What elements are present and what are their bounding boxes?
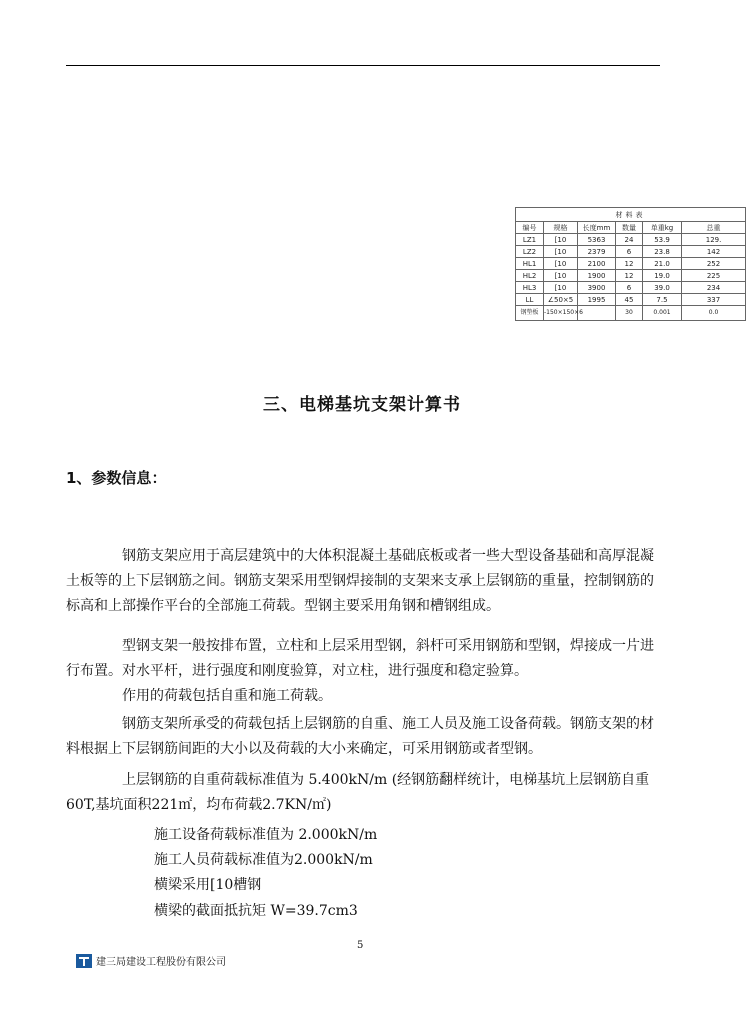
table-header: 规格 [544,222,578,234]
table-header-row [516,222,746,234]
table-row [516,306,746,321]
table-cell: [10 [544,282,578,294]
table-cell: 23.8 [643,246,682,258]
sub-title: 1、参数信息： [66,469,167,487]
table-header: 单重kg [643,222,682,234]
table-cell: -150×150×6 [544,306,578,321]
paragraph-4: 钢筋支架所承受的荷载包括上层钢筋的自重、施工人员及施工设备荷载。钢筋支架的材料根据上下层钢筋间距的大小以及荷载的大小来确定，可采用钢筋或者型钢。 [66,716,654,757]
table-cell: 30 [616,306,643,321]
table-row [516,234,746,246]
table-cell: 1900 [578,270,616,282]
table-row [516,270,746,282]
table-cell: 0.001 [643,306,682,321]
table-cell: HL2 [516,270,544,282]
table-cell: 3900 [578,282,616,294]
table-cell: LZ1 [516,234,544,246]
table-row [516,258,746,270]
table-cell: 1995 [578,294,616,306]
table-header: 数量 [616,222,643,234]
line-section-modulus: 横梁的截面抵抗矩 W=39.7cm3 [154,903,358,919]
line-beam-type: 横梁采用[10槽钢 [154,877,262,893]
table-cell: 53.9 [643,234,682,246]
page-number: 5 [357,940,364,951]
header-rule [66,65,660,66]
paragraph-3: 作用的荷载包括自重和施工荷载。 [122,688,332,704]
section-title: 三、电梯基坑支架计算书 [263,395,461,415]
paragraph-5: 上层钢筋的自重荷载标准值为 5.400kN/m (经钢筋翻样统计，电梯基坑上层钢筋自重60T,基坑面积221㎡，均布荷载2.7KN/㎡) [66,772,650,813]
line-worker-load: 施工人员荷载标准值为2.000kN/m [154,852,373,868]
table-cell: 12 [616,258,643,270]
table-cell: 142 [682,246,746,258]
table-cell: ∠50×5 [544,294,578,306]
table-cell: 0.0 [682,306,746,321]
table-cell: [10 [544,258,578,270]
table-row [516,246,746,258]
table-cell: 7.5 [643,294,682,306]
table-cell: 129. [682,234,746,246]
table-cell: 337 [682,294,746,306]
table-cell: 2100 [578,258,616,270]
table-cell: [10 [544,246,578,258]
table-cell: 2379 [578,246,616,258]
table-cell: 钢垫板 [516,306,544,321]
table-cell: [10 [544,234,578,246]
footer [76,953,226,968]
table-cell: 234 [682,282,746,294]
table-cell [578,306,616,321]
table-header: 长度mm [578,222,616,234]
paragraph-2: 型钢支架一般按排布置，立柱和上层采用型钢，斜杆可采用钢筋和型钢，焊接成一片进行布置。对水平杆，进行强度和刚度验算，对立柱，进行强度和稳定验算。 [66,638,654,679]
table-cell: HL1 [516,258,544,270]
table-cell: 21.0 [643,258,682,270]
table-header: 编号 [516,222,544,234]
table-cell: 24 [616,234,643,246]
material-table [515,207,724,342]
line-equipment-load: 施工设备荷载标准值为 2.000kN/m [154,827,378,843]
paragraph-1: 钢筋支架应用于高层建筑中的大体积混凝土基础底板或者一些大型设备基础和高厚混凝土板等的上下层钢筋之间。钢筋支架采用型钢焊接制的支架来支承上层钢筋的重量，控制钢筋的标高和上部操作平台的全部施工荷载。型钢主要采用角钢和槽钢组成。 [66,548,654,614]
table-cell: 225 [682,270,746,282]
table-cell: 6 [616,282,643,294]
table-cell: 45 [616,294,643,306]
table-cell: LL [516,294,544,306]
footer-company: 建三局建设工程股份有限公司 [96,957,226,968]
table-row [516,294,746,306]
table-cell: [10 [544,270,578,282]
table-caption: 材料表 [516,208,746,222]
table-header: 总重 [682,222,746,234]
table-cell: 6 [616,246,643,258]
table-cell: 252 [682,258,746,270]
table-cell: 19.0 [643,270,682,282]
table-cell: 39.0 [643,282,682,294]
table-cell: HL3 [516,282,544,294]
table-cell: 5363 [578,234,616,246]
table-cell: 12 [616,270,643,282]
company-logo-icon [76,954,92,968]
table-cell: LZ2 [516,246,544,258]
table-row [516,282,746,294]
